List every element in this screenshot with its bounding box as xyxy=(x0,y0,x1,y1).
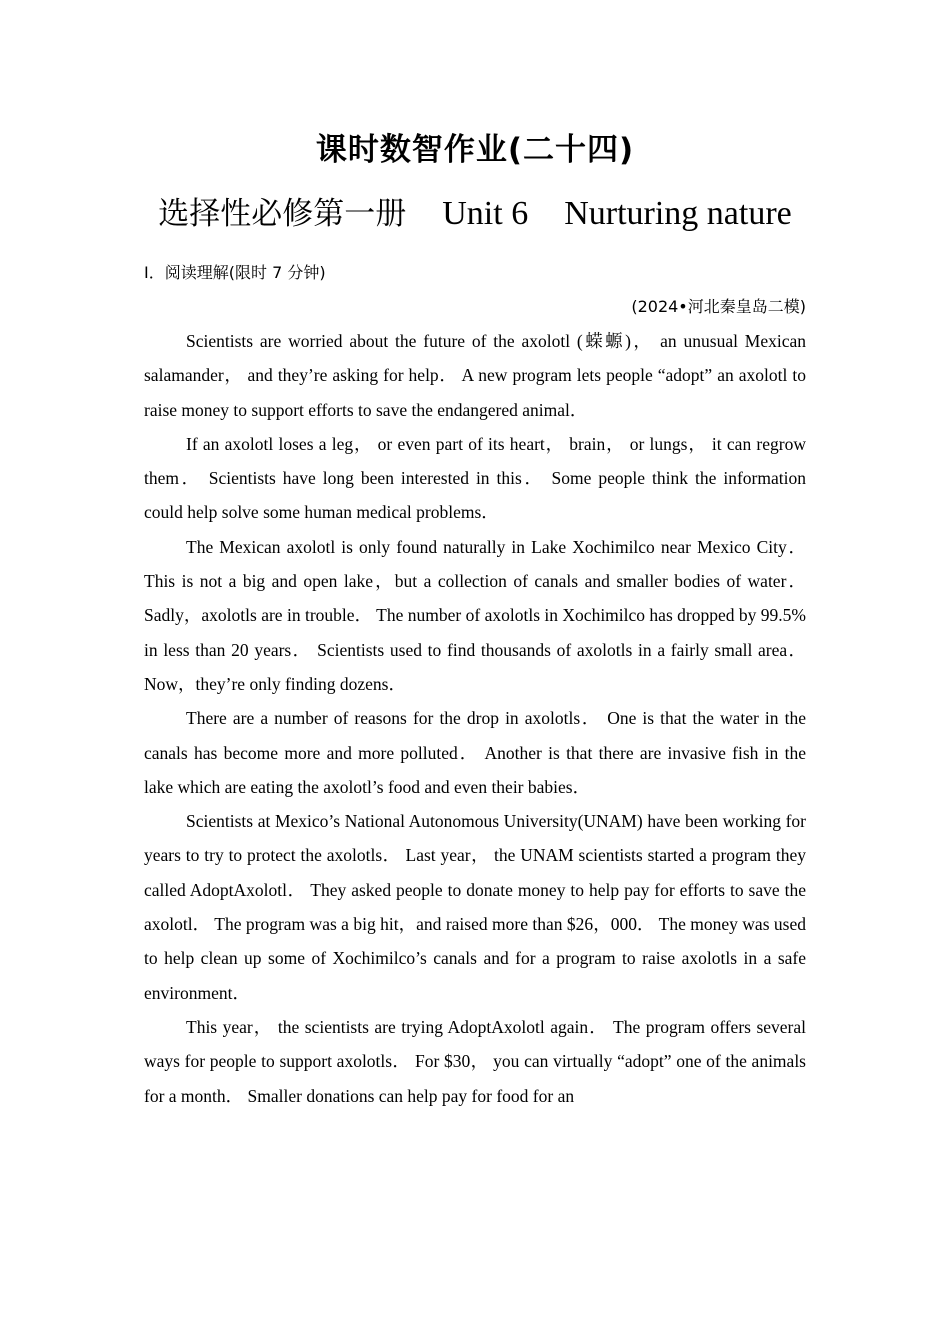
page-subtitle xyxy=(144,180,806,248)
passage-paragraph: The Mexican axolotl is only found naturally in Lake Xochimilco near Mexico City． This is not a big and open lake，but a collection of canals and smaller bodies of water． Sadly，axolotls are in trouble． The number of axolotls in Xochimilco has dropped by 99.5% in less than 20 years． Scientists used to find thousands of axolotls in a fairly small area． Now，they’re only finding dozens． xyxy=(144,536,806,694)
passage-paragraph: Scientists are worried about the future of the axolotl (蝾螈)， an unusual Mexican salamander， and they’re asking for help． A new program lets people “adopt” an axolotl to raise money to support efforts to save the endangered animal． xyxy=(144,331,806,420)
reading-passage xyxy=(144,324,806,1113)
section-label: 阅读理解 xyxy=(164,263,229,282)
subtitle-textbook: 选择性必修第一册 xyxy=(158,196,407,232)
passage-paragraph: This year， the scientists are trying AdoptAxolotl again． The program offers several ways for people to support axolotls． For $30， you can virtually “adopt” one of the animals for a month． Smaller donations can help pay for food for an xyxy=(144,1016,806,1106)
passage-source xyxy=(144,290,806,324)
passage-paragraph: If an axolotl loses a leg， or even part of its heart， brain， or lungs， it can regrow them． Scientists have long been interested in this． Some people think the information could help solve some human medical problems． xyxy=(144,433,806,523)
section-number: Ⅰ． xyxy=(144,263,165,282)
section-time-limit: (限时 7 分钟) xyxy=(228,263,326,282)
document-page xyxy=(144,120,806,1113)
page-title: 课时数智作业(二十四) xyxy=(315,132,635,168)
subtitle-unit: Unit 6 xyxy=(442,195,529,232)
source-text: (2024•河北秦皇岛二模) xyxy=(631,297,806,316)
subtitle-topic: Nurturing nature xyxy=(564,195,792,232)
section-heading xyxy=(144,256,806,290)
passage-paragraph: There are a number of reasons for the drop in axolotls． One is that the water in the canals has become more and more polluted． Another is that there are invasive fish in the lake which are eating the axolotl’s food and even their babies． xyxy=(144,708,806,797)
passage-paragraph: Scientists at Mexico’s National Autonomous University(UNAM) have been working for years to try to protect the axolotls． Last year， the UNAM scientists started a program they called AdoptAxolotl． They asked people to donate money to help pay for efforts to save the axolotl． The program was a big hit，and raised more than $26，000． The money was used to help clean up some of Xochimilco’s canals and for a program to raise axolotls in a safe environment． xyxy=(144,811,806,1003)
